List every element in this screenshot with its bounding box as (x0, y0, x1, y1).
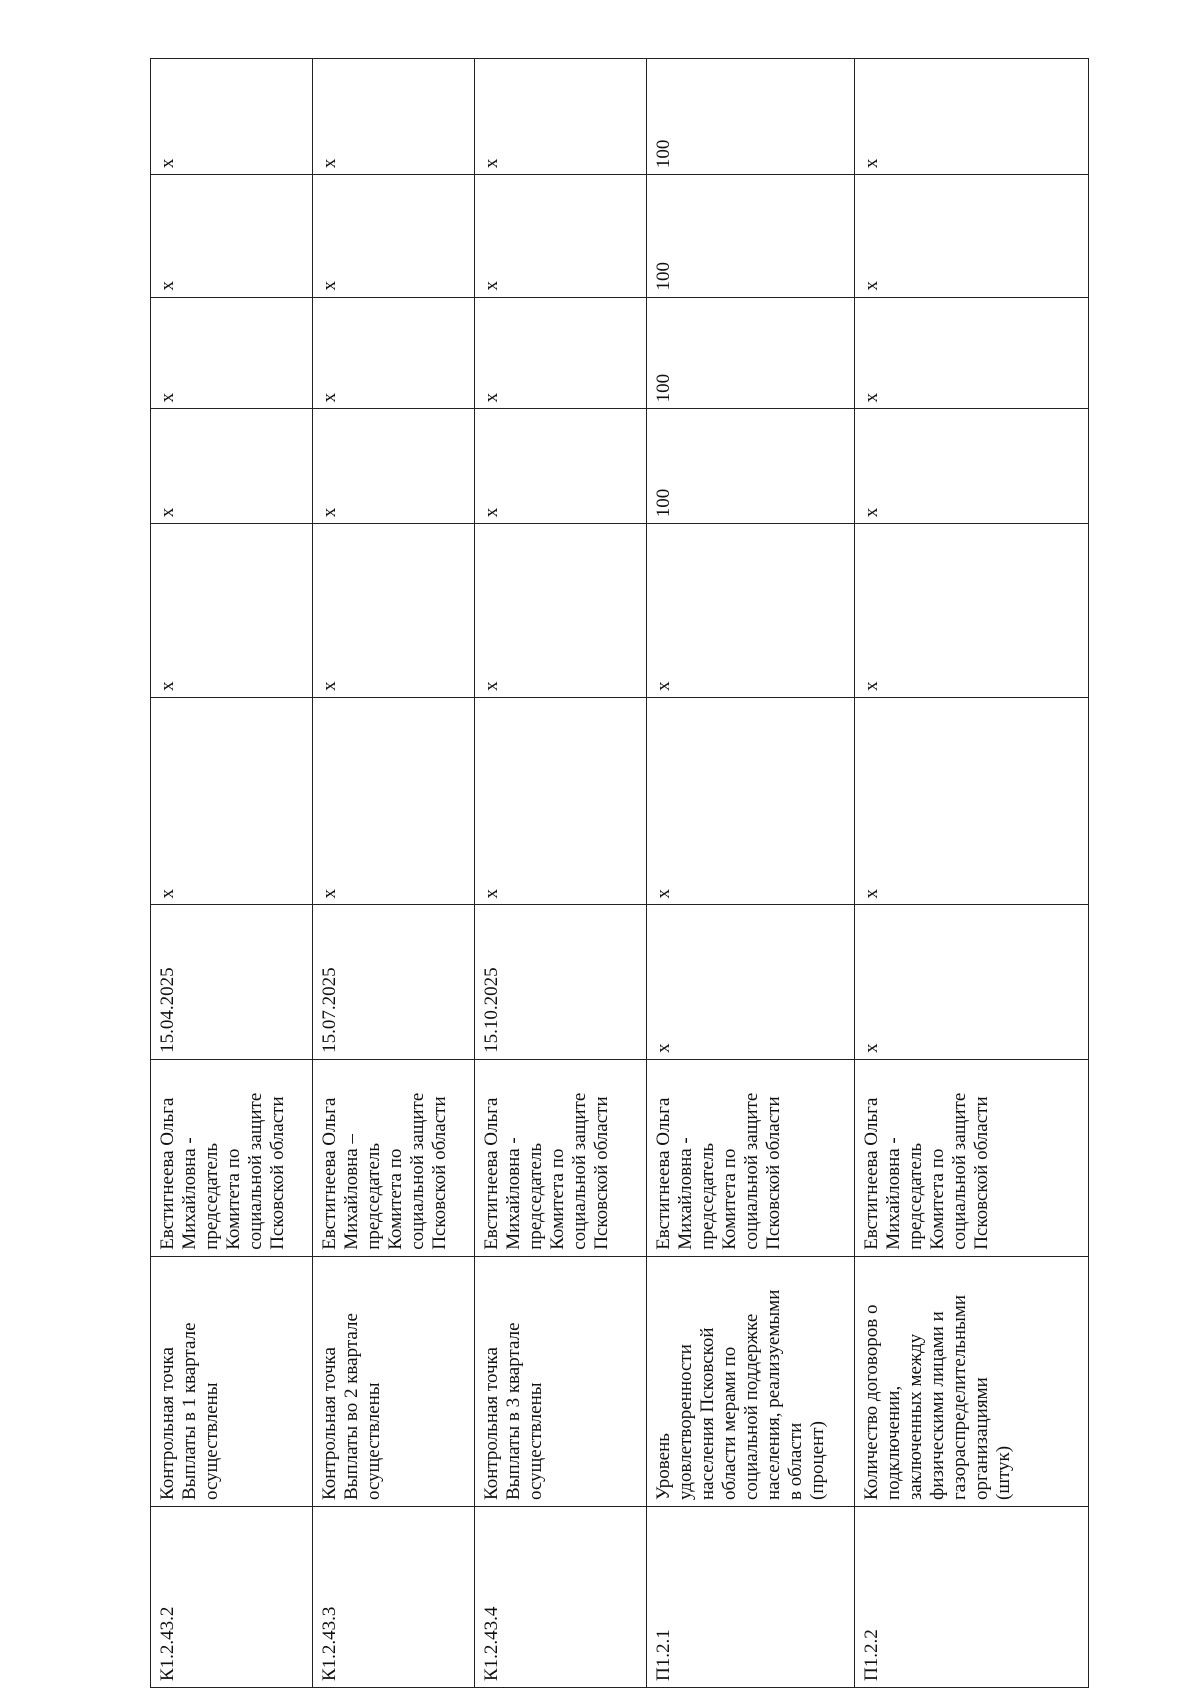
row-responsible: Евстигнеева Ольга Михайловна - председатель Комитета по социальной защите Псковской области (855, 1059, 1089, 1256)
row-value-4: x (151, 297, 313, 409)
row-name: Контрольная точка Выплаты в 1 квартале осуществлены (151, 1256, 313, 1506)
row-value-4: x (313, 297, 475, 409)
row-date: 15.04.2025 (151, 905, 313, 1059)
row-value-6: x (855, 59, 1089, 175)
row-value-1: x (313, 697, 475, 905)
row-name: Количество договоров о подключении, заключенных между физическими лицами и газораспределительными организациями (штук) (855, 1256, 1089, 1506)
row-code: К1.2.43.3 (313, 1507, 475, 1688)
indicators-table (150, 58, 1089, 1688)
row-code: К1.2.43.4 (475, 1507, 647, 1688)
row-responsible: Евстигнеева Ольга Михайловна - председатель Комитета по социальной защите Псковской области (475, 1059, 647, 1256)
row-date: x (855, 905, 1089, 1059)
row-value-4: x (855, 297, 1089, 409)
row-responsible: Евстигнеева Ольга Михайловна - председатель Комитета по социальной защите Псковской области (151, 1059, 313, 1256)
row-name: Контрольная точка Выплаты в 3 квартале осуществлены (475, 1256, 647, 1506)
row-value-6: 100 (647, 59, 855, 175)
row-value-4: 100 (647, 297, 855, 409)
row-value-3: x (855, 409, 1089, 524)
row-value-6: x (151, 59, 313, 175)
row-name: Уровень удовлетворенности населения Псковской области мерами по социальной поддержке населения, реализуемыми в области (процент) (647, 1256, 855, 1506)
row-value-2: x (151, 524, 313, 698)
row-value-2: x (855, 524, 1089, 698)
row-value-6: x (475, 59, 647, 175)
table-row (855, 59, 1089, 1688)
row-date: x (647, 905, 855, 1059)
row-value-1: x (475, 697, 647, 905)
row-date: 15.10.2025 (475, 905, 647, 1059)
row-responsible: Евстигнеева Ольга Михайловна - председатель Комитета по социальной защите Псковской области (647, 1059, 855, 1256)
row-value-5: x (855, 175, 1089, 297)
row-value-2: x (475, 524, 647, 698)
table-row (647, 59, 855, 1688)
row-value-5: x (151, 175, 313, 297)
row-value-5: x (313, 175, 475, 297)
row-value-3: x (475, 409, 647, 524)
row-code: П1.2.2 (855, 1507, 1089, 1688)
row-value-4: x (475, 297, 647, 409)
row-value-2: x (647, 524, 855, 698)
table-row (475, 59, 647, 1688)
row-value-1: x (151, 697, 313, 905)
row-value-1: x (647, 697, 855, 905)
row-value-2: x (313, 524, 475, 698)
row-value-5: 100 (647, 175, 855, 297)
table-row (313, 59, 475, 1688)
row-date: 15.07.2025 (313, 905, 475, 1059)
row-value-3: x (151, 409, 313, 524)
row-code: П1.2.1 (647, 1507, 855, 1688)
row-value-6: x (313, 59, 475, 175)
row-responsible: Евстигнеева Ольга Михайловна – председатель Комитета по социальной защите Псковской области (313, 1059, 475, 1256)
row-value-1: x (855, 697, 1089, 905)
row-name: Контрольная точка Выплаты во 2 квартале осуществлены (313, 1256, 475, 1506)
row-value-5: x (475, 175, 647, 297)
table-row (151, 59, 313, 1688)
row-value-3: x (313, 409, 475, 524)
row-value-3: 100 (647, 409, 855, 524)
rotated-table-container (150, 58, 1088, 1688)
row-code: К1.2.43.2 (151, 1507, 313, 1688)
